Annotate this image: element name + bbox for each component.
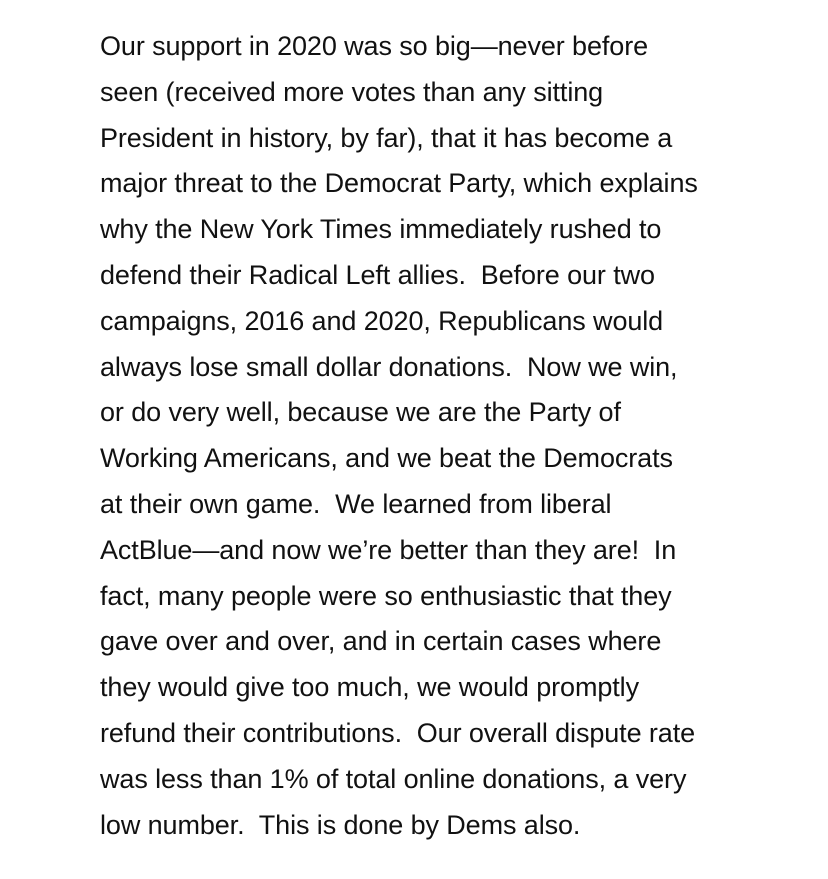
paragraph-line: fact, many people were so enthusiastic that they xyxy=(100,580,672,611)
paragraph-line: Working Americans, and we beat the Democrats xyxy=(100,443,673,474)
paragraph-line: ActBlue—and now we’re better than they are! In xyxy=(100,534,677,565)
paragraph-line: always lose small dollar donations. Now we win, xyxy=(100,351,678,382)
paragraph-line: why the New York Times immediately rushed to xyxy=(100,214,662,245)
paragraph-line: seen (received more votes than any sitting xyxy=(100,76,604,107)
paragraph-line: at their own game. We learned from liberal xyxy=(100,488,612,519)
paragraph-line: low number. This is done by Dems also. xyxy=(100,809,581,840)
paragraph-line: campaigns, 2016 and 2020, Republicans would xyxy=(100,305,664,336)
paragraph-line: gave over and over, and in certain cases where xyxy=(100,626,662,657)
statement-paragraph xyxy=(100,24,800,848)
paragraph-line: refund their contributions. Our overall dispute rate xyxy=(100,717,696,748)
paragraph-line: President in history, by far), that it has become a xyxy=(100,122,673,153)
paragraph-line: major threat to the Democrat Party, which explains xyxy=(100,168,698,199)
paragraph-line: they would give too much, we would promptly xyxy=(100,672,639,703)
paragraph-line: was less than 1% of total online donations, a very xyxy=(100,763,687,794)
paragraph-line: defend their Radical Left allies. Before our two xyxy=(100,259,655,290)
paragraph-line: Our support in 2020 was so big—never before xyxy=(100,31,649,61)
paragraph-line: or do very well, because we are the Party of xyxy=(100,397,621,428)
